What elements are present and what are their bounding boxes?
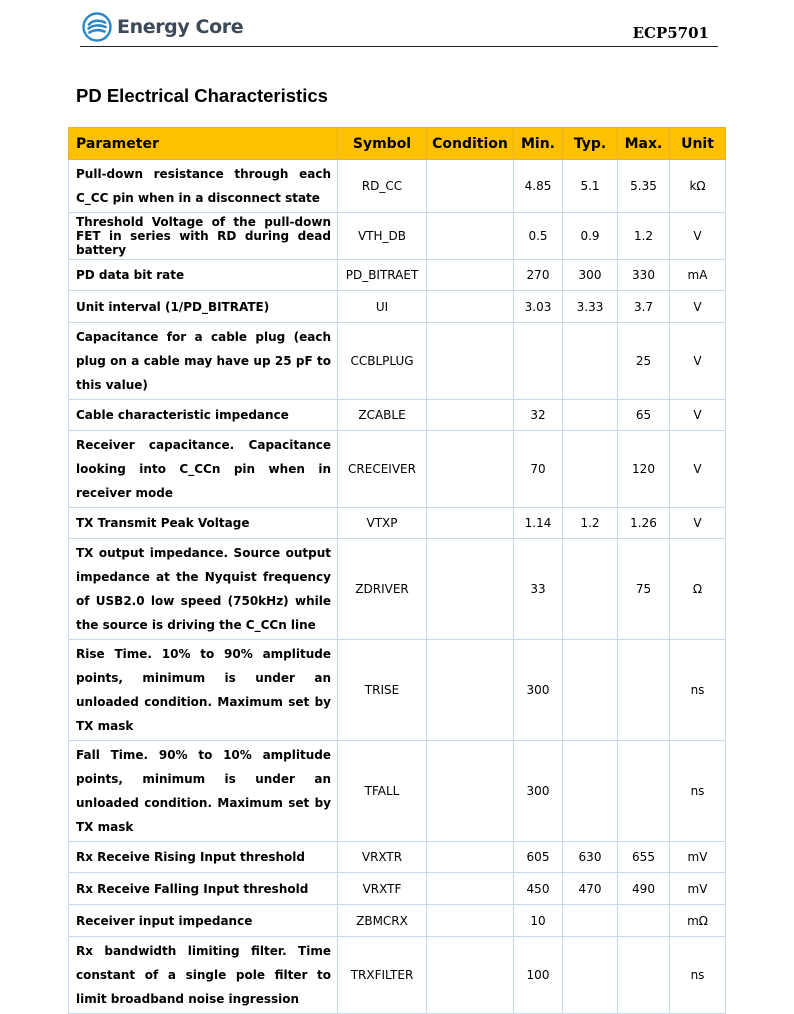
table-row xyxy=(69,260,726,291)
max-cell: 1.2 xyxy=(618,213,670,260)
max-cell: 25 xyxy=(618,323,670,400)
min-cell: 33 xyxy=(514,539,563,640)
condition-cell xyxy=(427,842,514,873)
max-cell: 65 xyxy=(618,400,670,431)
column-header-symbol: Symbol xyxy=(338,128,427,160)
unit-cell: V xyxy=(670,213,726,260)
max-cell: 5.35 xyxy=(618,160,670,213)
parameter-cell: PD data bit rate xyxy=(69,260,338,291)
min-cell: 10 xyxy=(514,905,563,937)
condition-cell xyxy=(427,508,514,539)
max-cell: 490 xyxy=(618,873,670,905)
parameter-cell: Cable characteristic impedance xyxy=(69,400,338,431)
parameter-cell: Rx bandwidth limiting filter. Time constant of a single pole filter to limit broadband noise ingression xyxy=(69,937,338,1014)
parameter-cell: Unit interval (1/PD_BITRATE) xyxy=(69,291,338,323)
parameter-cell: Rise Time. 10% to 90% amplitude points, minimum is under an unloaded condition. Maximum set by TX mask xyxy=(69,640,338,741)
max-cell: 120 xyxy=(618,431,670,508)
table-row xyxy=(69,400,726,431)
table-row xyxy=(69,323,726,400)
unit-cell: Ω xyxy=(670,539,726,640)
typ-cell xyxy=(563,640,618,741)
symbol-cell: VRXTF xyxy=(338,873,427,905)
unit-cell: ns xyxy=(670,741,726,842)
table-row xyxy=(69,905,726,937)
min-cell: 4.85 xyxy=(514,160,563,213)
min-cell: 605 xyxy=(514,842,563,873)
max-cell: 655 xyxy=(618,842,670,873)
symbol-cell: TFALL xyxy=(338,741,427,842)
symbol-cell: ZDRIVER xyxy=(338,539,427,640)
typ-cell: 0.9 xyxy=(563,213,618,260)
typ-cell xyxy=(563,539,618,640)
parameter-cell: TX Transmit Peak Voltage xyxy=(69,508,338,539)
table-row xyxy=(69,213,726,260)
typ-cell xyxy=(563,400,618,431)
column-header-typ: Typ. xyxy=(563,128,618,160)
table-row xyxy=(69,508,726,539)
condition-cell xyxy=(427,160,514,213)
symbol-cell: TRXFILTER xyxy=(338,937,427,1014)
parameter-cell: Rx Receive Falling Input threshold xyxy=(69,873,338,905)
column-header-condition: Condition xyxy=(427,128,514,160)
symbol-cell: VTXP xyxy=(338,508,427,539)
typ-cell xyxy=(563,431,618,508)
parameter-cell: Fall Time. 90% to 10% amplitude points, minimum is under an unloaded condition. Maximum set by TX mask xyxy=(69,741,338,842)
condition-cell xyxy=(427,640,514,741)
condition-cell xyxy=(427,323,514,400)
condition-cell xyxy=(427,937,514,1014)
unit-cell: V xyxy=(670,400,726,431)
min-cell: 0.5 xyxy=(514,213,563,260)
symbol-cell: UI xyxy=(338,291,427,323)
condition-cell xyxy=(427,539,514,640)
min-cell: 300 xyxy=(514,640,563,741)
min-cell: 300 xyxy=(514,741,563,842)
section-title: PD Electrical Characteristics xyxy=(76,85,328,106)
pd-characteristics-table xyxy=(68,127,726,1014)
symbol-cell: RD_CC xyxy=(338,160,427,213)
parameter-cell: Pull-down resistance through each C_CC pin when in a disconnect state xyxy=(69,160,338,213)
unit-cell: mA xyxy=(670,260,726,291)
symbol-cell: TRISE xyxy=(338,640,427,741)
max-cell xyxy=(618,937,670,1014)
table-row xyxy=(69,160,726,213)
parameter-cell: Rx Receive Rising Input threshold xyxy=(69,842,338,873)
symbol-cell: CCBLPLUG xyxy=(338,323,427,400)
condition-cell xyxy=(427,873,514,905)
page-header xyxy=(82,10,717,50)
symbol-cell: VTH_DB xyxy=(338,213,427,260)
typ-cell xyxy=(563,937,618,1014)
unit-cell: mV xyxy=(670,842,726,873)
typ-cell xyxy=(563,323,618,400)
max-cell: 3.7 xyxy=(618,291,670,323)
min-cell: 1.14 xyxy=(514,508,563,539)
table-row xyxy=(69,539,726,640)
min-cell: 100 xyxy=(514,937,563,1014)
table-row xyxy=(69,842,726,873)
max-cell: 75 xyxy=(618,539,670,640)
symbol-cell: VRXTR xyxy=(338,842,427,873)
symbol-cell: ZCABLE xyxy=(338,400,427,431)
table-row xyxy=(69,640,726,741)
symbol-cell: PD_BITRAET xyxy=(338,260,427,291)
table-header-row xyxy=(69,128,726,160)
brand-name: Energy Core xyxy=(117,16,244,38)
unit-cell: mΩ xyxy=(670,905,726,937)
min-cell: 3.03 xyxy=(514,291,563,323)
column-header-max: Max. xyxy=(618,128,670,160)
brand-logo xyxy=(82,12,243,42)
condition-cell xyxy=(427,291,514,323)
symbol-cell: CRECEIVER xyxy=(338,431,427,508)
typ-cell: 300 xyxy=(563,260,618,291)
unit-cell: V xyxy=(670,431,726,508)
unit-cell: ns xyxy=(670,937,726,1014)
condition-cell xyxy=(427,400,514,431)
column-header-unit: Unit xyxy=(670,128,726,160)
min-cell: 32 xyxy=(514,400,563,431)
max-cell: 330 xyxy=(618,260,670,291)
typ-cell: 470 xyxy=(563,873,618,905)
part-number: ECP5701 xyxy=(632,24,709,42)
max-cell xyxy=(618,640,670,741)
parameter-cell: Receiver input impedance xyxy=(69,905,338,937)
condition-cell xyxy=(427,260,514,291)
symbol-cell: ZBMCRX xyxy=(338,905,427,937)
table-row xyxy=(69,431,726,508)
min-cell: 70 xyxy=(514,431,563,508)
table-row xyxy=(69,741,726,842)
parameter-cell: TX output impedance. Source output impedance at the Nyquist frequency of USB2.0 low speed (750kHz) while the source is driving the C_CCn line xyxy=(69,539,338,640)
condition-cell xyxy=(427,741,514,842)
condition-cell xyxy=(427,431,514,508)
header-divider xyxy=(80,46,718,47)
max-cell xyxy=(618,905,670,937)
unit-cell: mV xyxy=(670,873,726,905)
table-row xyxy=(69,873,726,905)
typ-cell xyxy=(563,741,618,842)
column-header-parameter: Parameter xyxy=(69,128,338,160)
condition-cell xyxy=(427,905,514,937)
unit-cell: V xyxy=(670,508,726,539)
unit-cell: ns xyxy=(670,640,726,741)
typ-cell: 3.33 xyxy=(563,291,618,323)
column-header-min: Min. xyxy=(514,128,563,160)
typ-cell xyxy=(563,905,618,937)
table-row xyxy=(69,937,726,1014)
parameter-cell: Threshold Voltage of the pull-down FET in series with RD during dead battery xyxy=(69,213,338,260)
table-row xyxy=(69,291,726,323)
max-cell: 1.26 xyxy=(618,508,670,539)
typ-cell: 630 xyxy=(563,842,618,873)
energy-core-logo-icon xyxy=(82,12,112,42)
parameter-cell: Capacitance for a cable plug (each plug on a cable may have up 25 pF to this value) xyxy=(69,323,338,400)
unit-cell: V xyxy=(670,291,726,323)
parameter-cell: Receiver capacitance. Capacitance looking into C_CCn pin when in receiver mode xyxy=(69,431,338,508)
min-cell: 450 xyxy=(514,873,563,905)
min-cell: 270 xyxy=(514,260,563,291)
min-cell xyxy=(514,323,563,400)
typ-cell: 1.2 xyxy=(563,508,618,539)
unit-cell: kΩ xyxy=(670,160,726,213)
typ-cell: 5.1 xyxy=(563,160,618,213)
unit-cell: V xyxy=(670,323,726,400)
max-cell xyxy=(618,741,670,842)
condition-cell xyxy=(427,213,514,260)
